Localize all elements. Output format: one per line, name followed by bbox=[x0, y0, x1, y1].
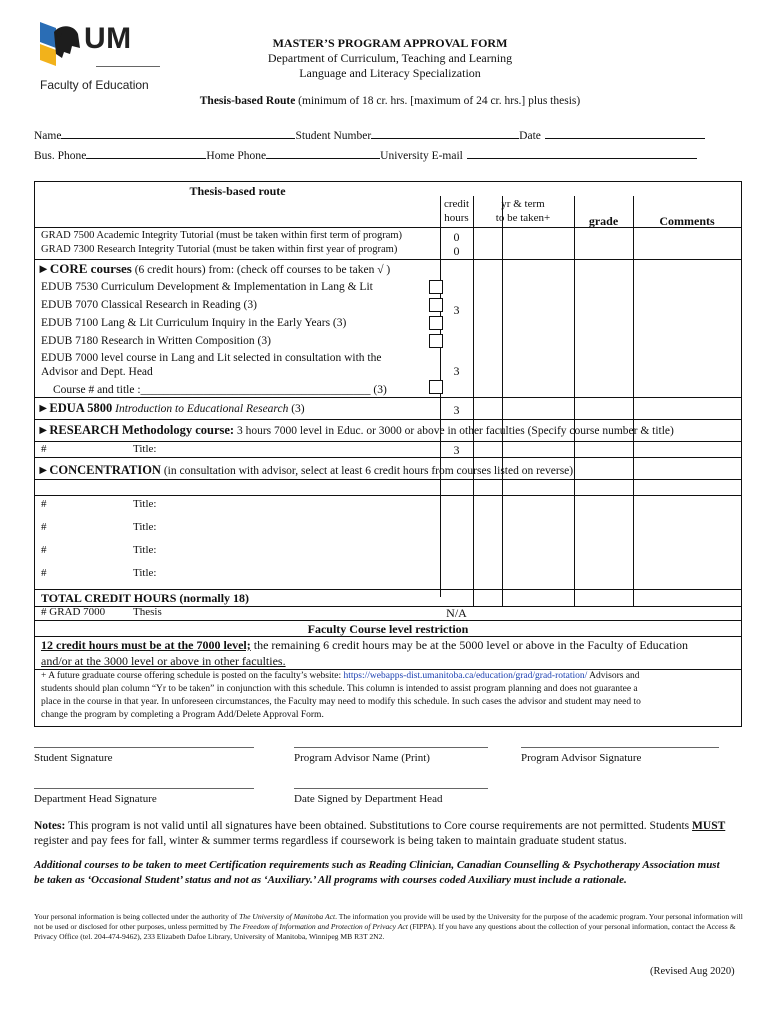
research-rest: 3 hours 7000 level in Educ. or 3000 or above in other faculties (Specify course number & title) bbox=[234, 425, 674, 437]
privacy-rest-2: (FIPPA). If you have any questions about the collection of your personal information, contact the Access & bbox=[407, 922, 736, 931]
date-label: Date bbox=[519, 130, 541, 142]
logo-abbr: UM bbox=[84, 22, 132, 55]
core-checkbox-1[interactable] bbox=[429, 280, 443, 294]
additional-line-1: Additional courses to be taken to meet Certification requirements such as Reading Clinician, Canadian Counselling & Psychotherapy Association must bbox=[34, 859, 720, 871]
logo-faculty: Faculty of Education bbox=[40, 78, 149, 92]
core-heading bbox=[37, 261, 390, 277]
privacy-act-1: The University of Manitoba Act bbox=[239, 912, 336, 921]
route-line bbox=[140, 95, 640, 107]
university-logo bbox=[36, 18, 149, 98]
conc-hash-3: # bbox=[41, 544, 47, 556]
core-credit-a: 3 bbox=[453, 303, 460, 317]
date-field[interactable] bbox=[545, 128, 705, 139]
advisor-signature-line[interactable] bbox=[521, 747, 719, 748]
advisor-name-label: Program Advisor Name (Print) bbox=[294, 752, 430, 764]
core-course-7000-cont: Advisor and Dept. Head bbox=[41, 366, 153, 378]
route-bold: Thesis-based Route bbox=[199, 95, 296, 107]
core-course-7000: EDUB 7000 level course in Lang and Lit selected in consultation with the bbox=[41, 352, 382, 364]
student-signature-line[interactable] bbox=[34, 747, 254, 748]
bus-phone-label: Bus. Phone bbox=[34, 150, 87, 162]
name-field[interactable] bbox=[61, 128, 295, 139]
student-number-label: Student Number bbox=[295, 130, 372, 142]
bus-phone-field[interactable] bbox=[86, 148, 206, 159]
core-course-7530: EDUB 7530 Curriculum Development & Implementation in Lang & Lit bbox=[41, 281, 373, 293]
grad-rotation-link[interactable]: https://webapps-dist.umanitoba.ca/education/grad/grad-rotation/ bbox=[343, 671, 588, 681]
note-line-2: students should plan column “Yr to be taken” in conjunction with this schedule. This column is intended to assist program planning and does not guarantee a bbox=[41, 684, 638, 694]
dept-head-signature-label: Department Head Signature bbox=[34, 793, 157, 805]
integrity-credit-2: 0 bbox=[453, 244, 460, 258]
col-taken: to be taken+ bbox=[495, 212, 551, 224]
col-grade: grade bbox=[588, 214, 619, 228]
student-signature-label: Student Signature bbox=[34, 752, 113, 764]
concentration-rest: (in consultation with advisor, select at least 6 credit hours from courses listed on reverse) bbox=[160, 465, 574, 477]
privacy-rest-1: . The information you provide will be used by the University for the purpose of the academic program. Your personal information will bbox=[335, 912, 743, 921]
notes-must: MUST bbox=[692, 820, 726, 832]
total-credit-hours: TOTAL CREDIT HOURS (normally 18) bbox=[41, 591, 250, 605]
conc-hash-2: # bbox=[41, 521, 47, 533]
notes-label: Notes: bbox=[34, 820, 66, 832]
concentration-bold: ►CONCENTRATION bbox=[37, 463, 161, 477]
core-checkbox-4[interactable] bbox=[429, 334, 443, 348]
core-heading-rest: (6 credit hours) from: (check off courses to be taken √ ) bbox=[131, 264, 391, 276]
section-title: Thesis-based route bbox=[189, 184, 286, 198]
note-line-4: change the program by completing a Program Add/Delete Approval Form. bbox=[41, 710, 324, 720]
research-heading bbox=[37, 423, 674, 438]
grad-7000-credit: N/A bbox=[446, 606, 467, 620]
course-title-blank: Course # and title :________________________________________ (3) bbox=[53, 384, 387, 396]
note-text-1: + A future graduate course offering schedule is posted on the faculty’s website: bbox=[41, 671, 344, 681]
department-line: Department of Curriculum, Teaching and Learning bbox=[267, 51, 513, 65]
fcl-bold: 12 credit hours must be at the 7000 level; bbox=[41, 638, 251, 652]
core-checkbox-5[interactable] bbox=[429, 380, 443, 394]
conc-title-4: Title: bbox=[133, 567, 157, 579]
note-line-3: place in the course in that year. In unforeseen circumstances, the Faculty may need to modify this schedule. In such cases the advisor and student may need to bbox=[41, 697, 641, 707]
note-line-1 bbox=[41, 671, 640, 681]
fcl-title: Faculty Course level restriction bbox=[307, 622, 469, 636]
fields-row-2 bbox=[34, 148, 697, 162]
research-bold: ►RESEARCH Methodology course: bbox=[37, 423, 235, 437]
conc-title-3: Title: bbox=[133, 544, 157, 556]
notes-text-1: This program is not valid until all signatures have been obtained. Substitutions to Core course requirements are not permitted. Students bbox=[65, 820, 693, 832]
conc-title-1: Title: bbox=[133, 498, 157, 510]
core-course-7100: EDUB 7100 Lang & Lit Curriculum Inquiry in the Early Years (3) bbox=[41, 317, 347, 329]
specialization-line: Language and Literacy Specialization bbox=[299, 66, 481, 80]
date-signed-line[interactable] bbox=[294, 788, 488, 789]
col-yr: yr & term bbox=[501, 198, 545, 210]
conc-title-2: Title: bbox=[133, 521, 157, 533]
route-rest: (minimum of 18 cr. hrs. [maximum of 24 cr. hrs.] plus thesis) bbox=[295, 95, 581, 107]
note-text-2: Advisors and bbox=[587, 671, 640, 681]
privacy-text-1: Your personal information is being collected under the authority of bbox=[34, 912, 240, 921]
date-signed-label: Date Signed by Department Head bbox=[294, 793, 443, 805]
email-label: University E-mail bbox=[380, 150, 463, 162]
fcl-line-1 bbox=[41, 638, 688, 653]
core-course-7180: EDUB 7180 Research in Written Composition (3) bbox=[41, 335, 271, 347]
grad-7000-thesis: Thesis bbox=[133, 606, 162, 618]
fields-row-1 bbox=[34, 128, 705, 142]
col-hours: hours bbox=[444, 212, 469, 224]
concentration-heading bbox=[37, 463, 573, 478]
privacy-line-3: Privacy Office (tel. 204-474-9462), 233 Elizabeth Dafoe Library, University of Manitoba, Winnipeg MB R3T 2N2. bbox=[34, 932, 385, 941]
edua-rest: (3) bbox=[288, 403, 305, 415]
privacy-act-2: The Freedom of Information and Protection of Privacy Act bbox=[229, 922, 408, 931]
conc-hash-1: # bbox=[41, 498, 47, 510]
form-title: MASTER’S PROGRAM APPROVAL FORM bbox=[272, 36, 508, 50]
col-comments: Comments bbox=[659, 214, 715, 228]
edua-credit: 3 bbox=[453, 403, 460, 417]
notes-line-1 bbox=[34, 820, 725, 832]
research-title-label: Title: bbox=[133, 443, 157, 455]
conc-hash-4: # bbox=[41, 567, 47, 579]
fcl-line-2: and/or at the 3000 level or above in other faculties. bbox=[41, 654, 286, 668]
core-checkbox-3[interactable] bbox=[429, 316, 443, 330]
privacy-text-2: not be used or disclosed for other purposes, unless permitted by bbox=[34, 922, 230, 931]
bison-shield-icon bbox=[36, 18, 82, 70]
email-field[interactable] bbox=[467, 148, 697, 159]
home-phone-field[interactable] bbox=[266, 148, 380, 159]
additional-line-2: be taken as ‘Occasional Student’ status and not as ‘Auxiliary.’ All programs with courses coded Auxiliary must include a rationale. bbox=[34, 874, 627, 886]
core-heading-bold: ►CORE courses bbox=[37, 261, 132, 276]
advisor-signature-label: Program Advisor Signature bbox=[521, 752, 642, 764]
revised-date: (Revised Aug 2020) bbox=[650, 966, 735, 977]
dept-head-signature-line[interactable] bbox=[34, 788, 254, 789]
privacy-line-2 bbox=[34, 922, 746, 932]
research-hash: # bbox=[41, 443, 47, 455]
integrity-row-2: GRAD 7300 Research Integrity Tutorial (must be taken within first year of program) bbox=[41, 244, 398, 255]
col-credit: credit bbox=[443, 198, 470, 210]
fcl-rest-1: the remaining 6 credit hours may be at the 5000 level or above in the Faculty of Education bbox=[250, 638, 688, 652]
privacy-line-1 bbox=[34, 912, 746, 922]
edua-code: ►EDUA 5800 bbox=[37, 401, 113, 415]
student-number-field[interactable] bbox=[371, 128, 519, 139]
edua-title: Introduction to Educational Research bbox=[115, 403, 289, 415]
home-phone-label: Home Phone bbox=[206, 150, 267, 162]
name-label: Name bbox=[34, 130, 62, 142]
research-credit: 3 bbox=[453, 443, 460, 457]
advisor-name-line[interactable] bbox=[294, 747, 488, 748]
integrity-row-1: GRAD 7500 Academic Integrity Tutorial (must be taken within first term of program) bbox=[41, 230, 403, 241]
edua-row bbox=[37, 401, 305, 416]
grad-7000-number: # GRAD 7000 bbox=[41, 606, 106, 618]
core-course-7070: EDUB 7070 Classical Research in Reading (3) bbox=[41, 299, 257, 311]
program-table bbox=[34, 181, 742, 727]
notes-line-2: register and pay fees for fall, winter & summer terms regardless if coursework is being taken to maintain graduate student status. bbox=[34, 835, 627, 847]
core-credit-b: 3 bbox=[453, 364, 460, 378]
integrity-credit-1: 0 bbox=[453, 230, 460, 244]
